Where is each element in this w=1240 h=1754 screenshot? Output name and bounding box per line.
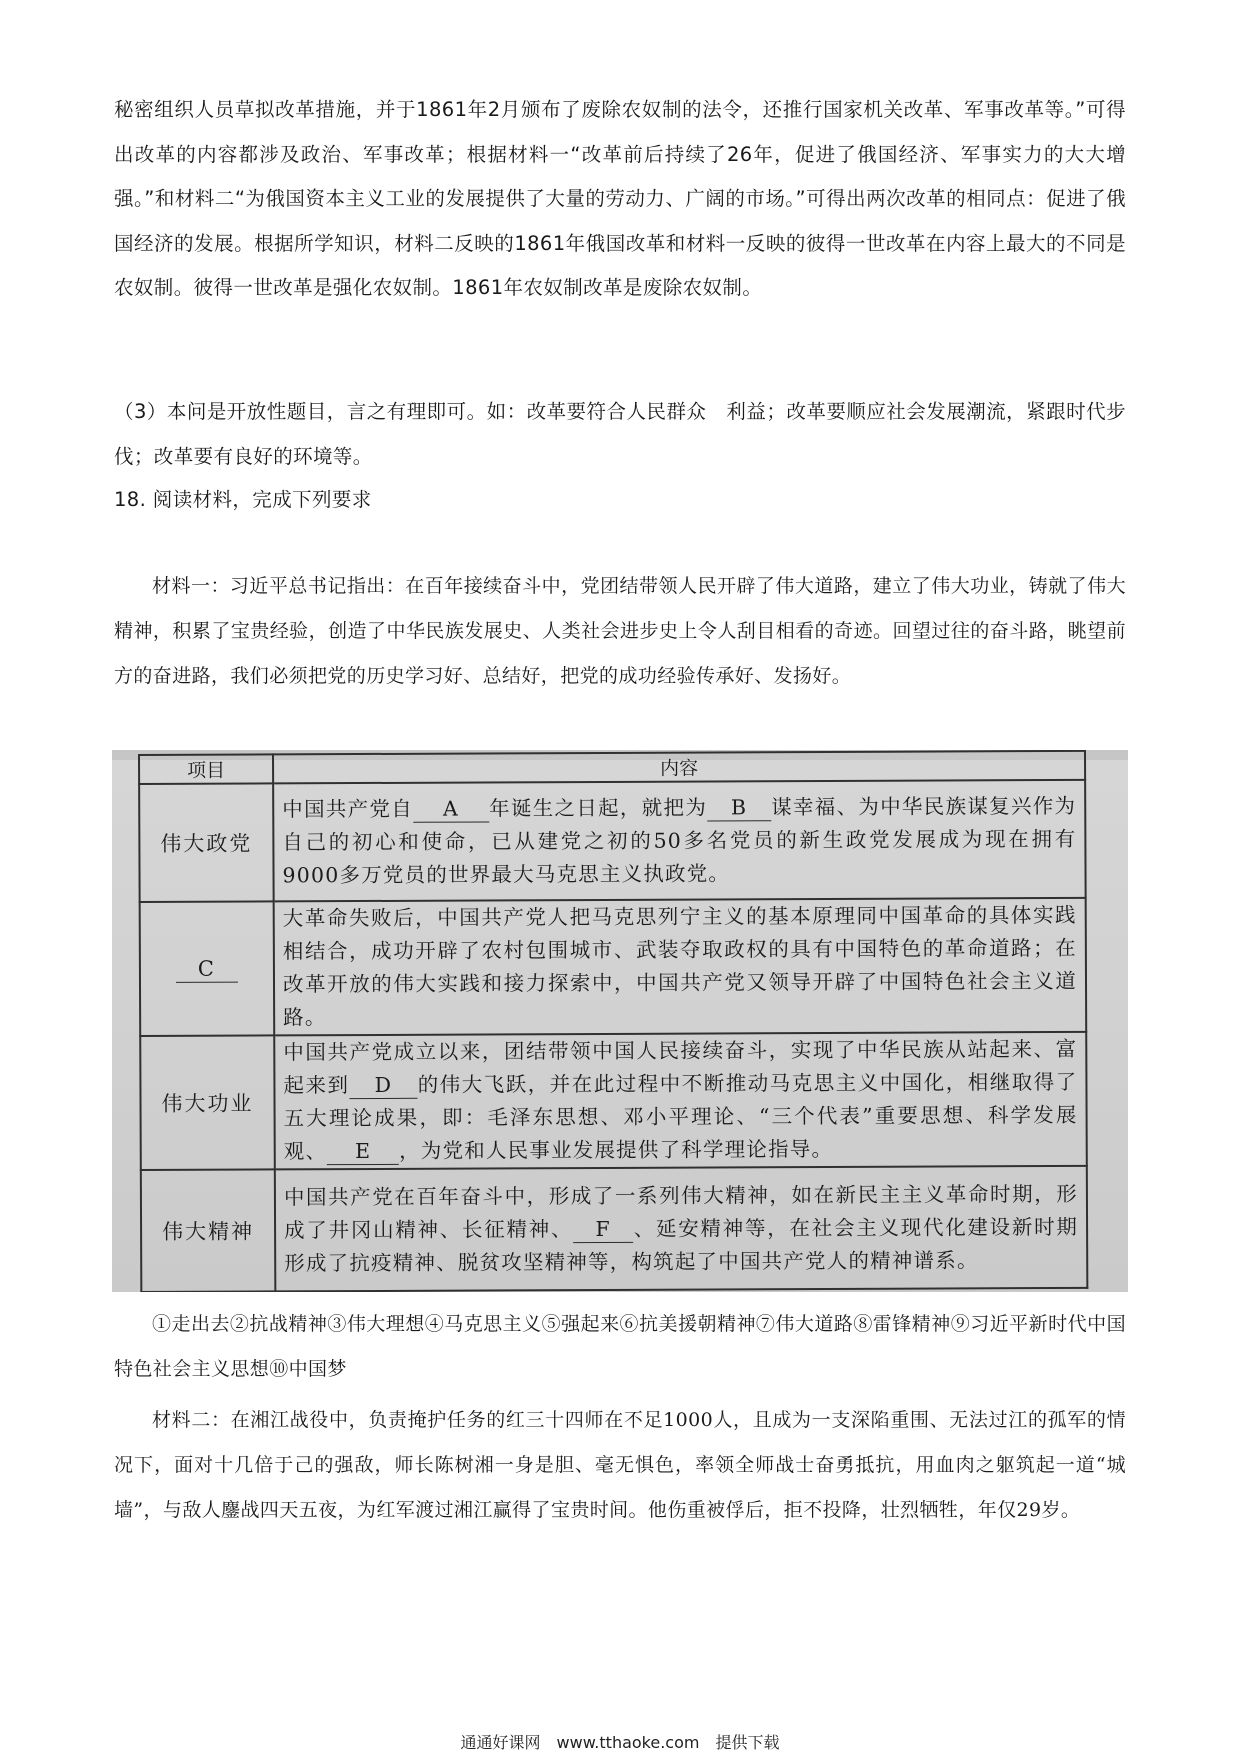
row-text: 中国共产党成立以来，团结带领中国人民接续奋斗，实现了中华民族从站起来、富起来到 (283, 1036, 1078, 1098)
table-row (140, 898, 1087, 1036)
blank-b: B (707, 794, 771, 821)
material-two: 材料二：在湘江战役中，负责掩护任务的红三十四师在不足1000人，且成为一支深陷重围、无法过江的孤军的情况下，面对十几倍于己的强敌，师长陈树湘一身是胆、毫无惧色，率领全师战士奋勇抵抗，用血肉之躯筑起一道“城墙”，与敌人鏖战四天五夜，为红军渡过湘江赢得了宝贵时间。他伤重被俘后，拒不投降，壮烈牺牲，年仅29岁。 (114, 1409, 1126, 1521)
row-item: 伟大功业 (140, 1035, 275, 1170)
question-18-title: 18. 阅读材料，完成下列要求 (114, 488, 372, 511)
blank-f: F (573, 1215, 633, 1242)
blank-e: E (327, 1138, 399, 1165)
header-content: 内容 (273, 751, 1085, 784)
page-footer: 通通好课网 www.tthaoke.com 提供下载 (460, 1733, 780, 1752)
achievements-table (138, 750, 1088, 1292)
answer-paragraph-2: 秘密组织人员草拟改革措施，并于1861年2月颁布了废除农奴制的法令，还推行国家机关改革、军事改革等。”可得出改革的内容都涉及政治、军事改革；根据材料一“改革前后持续了26年，促进了俄国经济、军事实力的大大增强。”和材料二“为俄国资本主义工业的发展提供了大量的劳动力、广阔的市场。”可得出两次改革的相同点：促进了俄国经济的发展。根据所学知识，材料二反映的1861年俄国改革和材料一反映的彼得一世改革在内容上最大的不同是农奴制。彼得一世改革是强化农奴制。1861年农奴制改革是废除农奴制。 (114, 98, 1126, 300)
material-one: 材料一：习近平总书记指出：在百年接续奋斗中，党团结带领人民开辟了伟大道路，建立了伟大功业，铸就了伟大精神，积累了宝贵经验，创造了中华民族发展史、人类社会进步史上令人刮目相看的奇迹。回望过往的奋斗路，眺望前方的奋进路，我们必须把党的历史学习好、总结好，把党的成功经验传承好、发扬好。 (114, 575, 1126, 687)
row-item (140, 901, 275, 1036)
row-text: 中国共产党在百年奋斗中，形成了一系列伟大精神，如在新民主主义革命时期，形成了井冈山精神、长征精神、 (283, 1181, 1078, 1242)
row-text: 中国共产党自 (282, 796, 414, 821)
table-photo (112, 750, 1128, 1292)
options-list: ①走出去②抗战精神③伟大理想④马克思主义⑤强起来⑥抗美援朝精神⑦伟大道路⑧雷锋精神⑨习近平新时代中国特色社会主义思想⑩中国梦 (114, 1313, 1126, 1380)
row-text: 的伟大飞跃，并在此过程中不断推动马克思主义中国化，相继取得了五大理论成果，即：毛泽东思想、邓小平理论、“三个代表”重要思想、科学发展观、 (283, 1069, 1078, 1164)
row-text: 、延安精神等，在社会主义现代化建设新时期形成了抗疫精神、脱贫攻坚精神等，构筑起了中国共产党人的精神谱系。 (284, 1214, 1079, 1275)
row-text: ，为党和人民事业发展提供了科学理论指导。 (399, 1136, 834, 1163)
row-text: 谋幸福、为中华民族谋复兴作为自己的初心和使命，已从建党之初的50多名党员的新生政党发展成为现在拥有9000多万党员的世界最大马克思主义执政党。 (282, 793, 1077, 887)
blank-d: D (349, 1072, 417, 1099)
row-content (274, 1032, 1087, 1170)
row-content (275, 1166, 1088, 1292)
row-item: 伟大精神 (141, 1169, 276, 1292)
row-content: 大革命失败后，中国共产党人把马克思列宁主义的基本原理同中国革命的具体实践相结合，成功开辟了农村包围城市、武装夺取政权的具有中国特色的革命道路；在改革开放的伟大实践和接力探索中，中国共产党又领导开辟了中国特色社会主义道路。 (274, 898, 1087, 1036)
row-item: 伟大政党 (139, 783, 274, 902)
table-row (141, 1166, 1088, 1292)
table-row (139, 780, 1086, 902)
answer-paragraph-3: （3）本问是开放性题目，言之有理即可。如：改革要符合人民群众 利益；改革要顺应社会发展潮流，紧跟时代步伐；改革要有良好的环境等。 (114, 400, 1126, 468)
blank-c: C (176, 955, 238, 982)
row-content (273, 780, 1086, 902)
table-row (140, 1032, 1087, 1170)
header-item: 项目 (139, 754, 273, 784)
table-header-row (139, 751, 1085, 784)
blank-a: A (413, 795, 489, 822)
row-text: 年诞生之日起，就把为 (488, 795, 708, 820)
